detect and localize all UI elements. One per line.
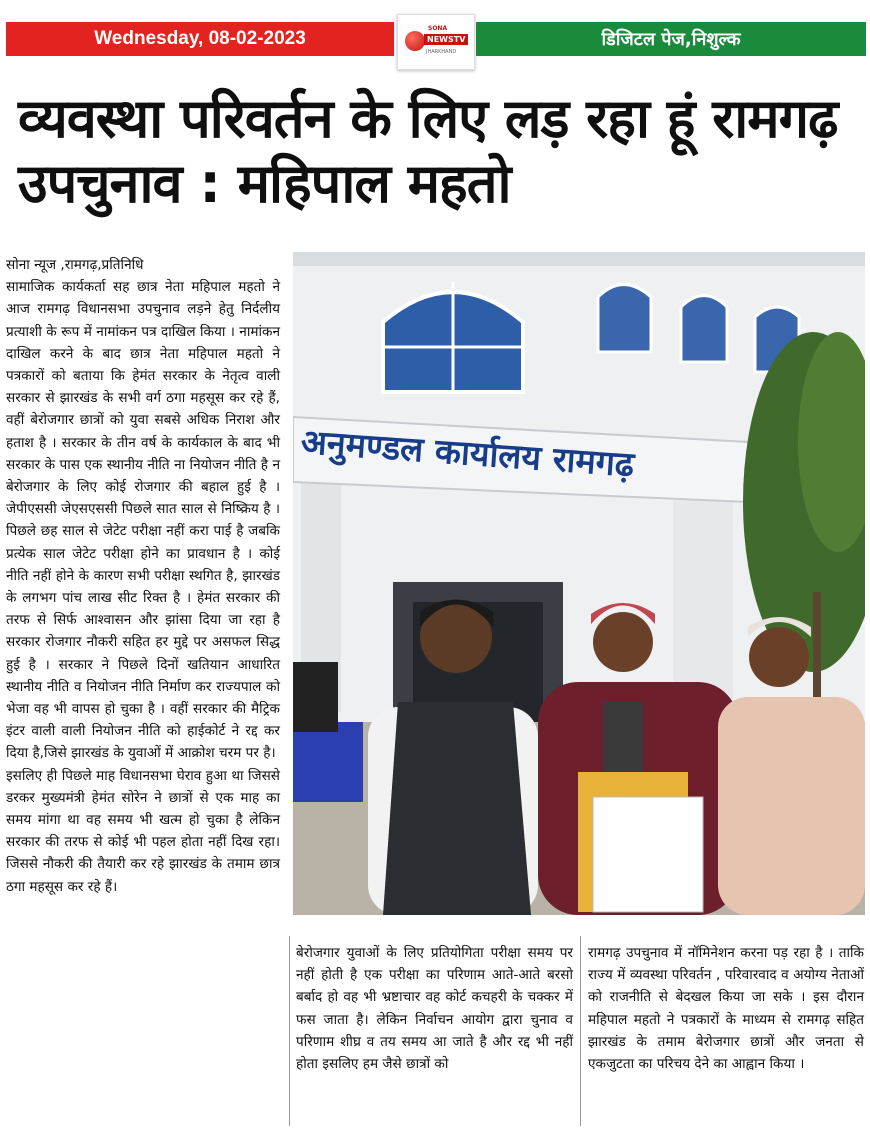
column-divider — [289, 936, 290, 1126]
article-column-3 — [588, 942, 864, 1075]
article-paragraph: रामगढ़ उपचुनाव में नॉमिनेशन करना पड़ रहा है । ताकि राज्य में व्यवस्था परिवर्तन , परिवारवाद व अयोग्य नेताओं को राजनीति से बेदखल किया जा सके । इस दौरान महिपाल महतो ने पत्रकारों के माध्यम से रामगढ़ सहित झारखंड के तमाम बेरोजगार छात्रों और जनता से एकजुटता का परिचय देने का आह्वान किया । — [588, 945, 864, 1073]
logo-small-text: SONA — [428, 25, 448, 32]
logo-text: NEWSTV — [424, 34, 468, 45]
publication-date: Wednesday, 08-02-2023 — [94, 28, 306, 49]
article-paragraph: इसलिए ही पिछले माह विधानसभा घेराव हुआ था जिससे डरकर मुख्यमंत्री हेमंत सोरेन ने छात्रों से एक माह का समय मांगा था वह समय भी खत्म हो चुका है लेकिन सरकार की तरफ से कोई भी पहल होता नहीं दिख रहा। जिससे नौकरी की तैयारी कर रहे झारखंड के तमाम छात्र ठगा महसूस कर रहे हैं। — [6, 767, 280, 895]
photo-illustration — [293, 252, 865, 915]
article-paragraph: सामाजिक कार्यकर्ता सह छात्र नेता महिपाल महतो ने आज रामगढ़ विधानसभा उपचुनाव लड़ने हेतु निर्दलीय प्रत्याशी के रूप में नामांकन पत्र दाखिल किया । नामांकन दाखिल करने के बाद छात्र नेता महिपाल महतो ने पत्रकारों को बताया कि हेमंत सरकार के नेतृत्व वाली सरकार से झारखंड के सभी वर्ग ठगा महसूस कर रहे हैं, वहीं बेरोजगार छात्रों को युवा सबसे अधिक निराश और हताश है । सरकार के तीन वर्ष के कार्यकाल के बाद भी सरकार के पास एक स्थानीय नीति ना नियोजन नीति है न बेरोजगार के लिए कोई रोजगार की बहाल हुई है । जेपीएससी जेएसएससी पिछले सात साल से निष्क्रिय है । पिछले छह साल से जेटेट परीक्षा नहीं करा पाई है जबकि प्रत्येक साल जेटेट परीक्षा होने का प्रावधान है । कोई नीति नहीं होने के कारण सभी परीक्षा स्थगित है, झारखंड के लगभग पांच लाख सीट रिक्त है । हेमंत सरकार की तरफ से सिर्फ आश्वासन और झांसा दिया जा रहा है सरकार रोजगार नौकरी सहित हर मुद्दे पर असफल सिद्ध हुई है । सरकार ने पिछले दिनों खतियान आधारित स्थानीय नीति व नियोजन नीति निर्माण कर राज्यपाल को भेजा वह भी वापस हो चुका है । वहीं सरकार की मैट्रिक इंटर वाली वाली नियोजन नीति को हाईकोर्ट ने रद्द कर दिया है,जिसे झारखंड के युवाओं में आक्रोश चरम पर है। — [6, 279, 280, 762]
globe-icon — [405, 31, 425, 51]
masthead — [0, 0, 870, 72]
date-bar — [6, 22, 394, 56]
article-column-2 — [296, 942, 573, 1075]
digital-page-label: डिजिटल पेज,निशुल्क — [601, 29, 741, 50]
digital-page-bar — [476, 22, 866, 56]
headline: व्यवस्था परिवर्तन के लिए लड़ रहा हूं रामगढ़ उपचुनाव : महिपाल महतो — [18, 87, 838, 215]
article-paragraph: बेरोजगार युवाओं के लिए प्रतियोगिता परीक्षा समय पर नहीं होती है एक परीक्षा का परिणाम आते-आते बरसो बर्बाद हो वह भी भ्रष्टाचार वह कोर्ट कचहरी के चक्कर में फस जाता है। लेकिन निर्वाचन आयोग द्वारा चुनाव व परिणाम शीघ्र व तय समय आ जाते है और रद्द भी नहीं होता इसलिए हम जैसे छात्रों को — [296, 945, 573, 1073]
byline: सोना न्यूज ,रामगढ़,प्रतिनिधि — [6, 257, 144, 273]
column-divider — [580, 936, 581, 1126]
sona-news-logo — [397, 14, 475, 70]
article-column-1 — [6, 254, 280, 898]
news-photo — [293, 252, 865, 915]
logo-sub-text: JHARKHAND — [426, 49, 457, 55]
office-sign: अनुमण्डल कार्यालय रामगढ़ — [299, 422, 636, 486]
